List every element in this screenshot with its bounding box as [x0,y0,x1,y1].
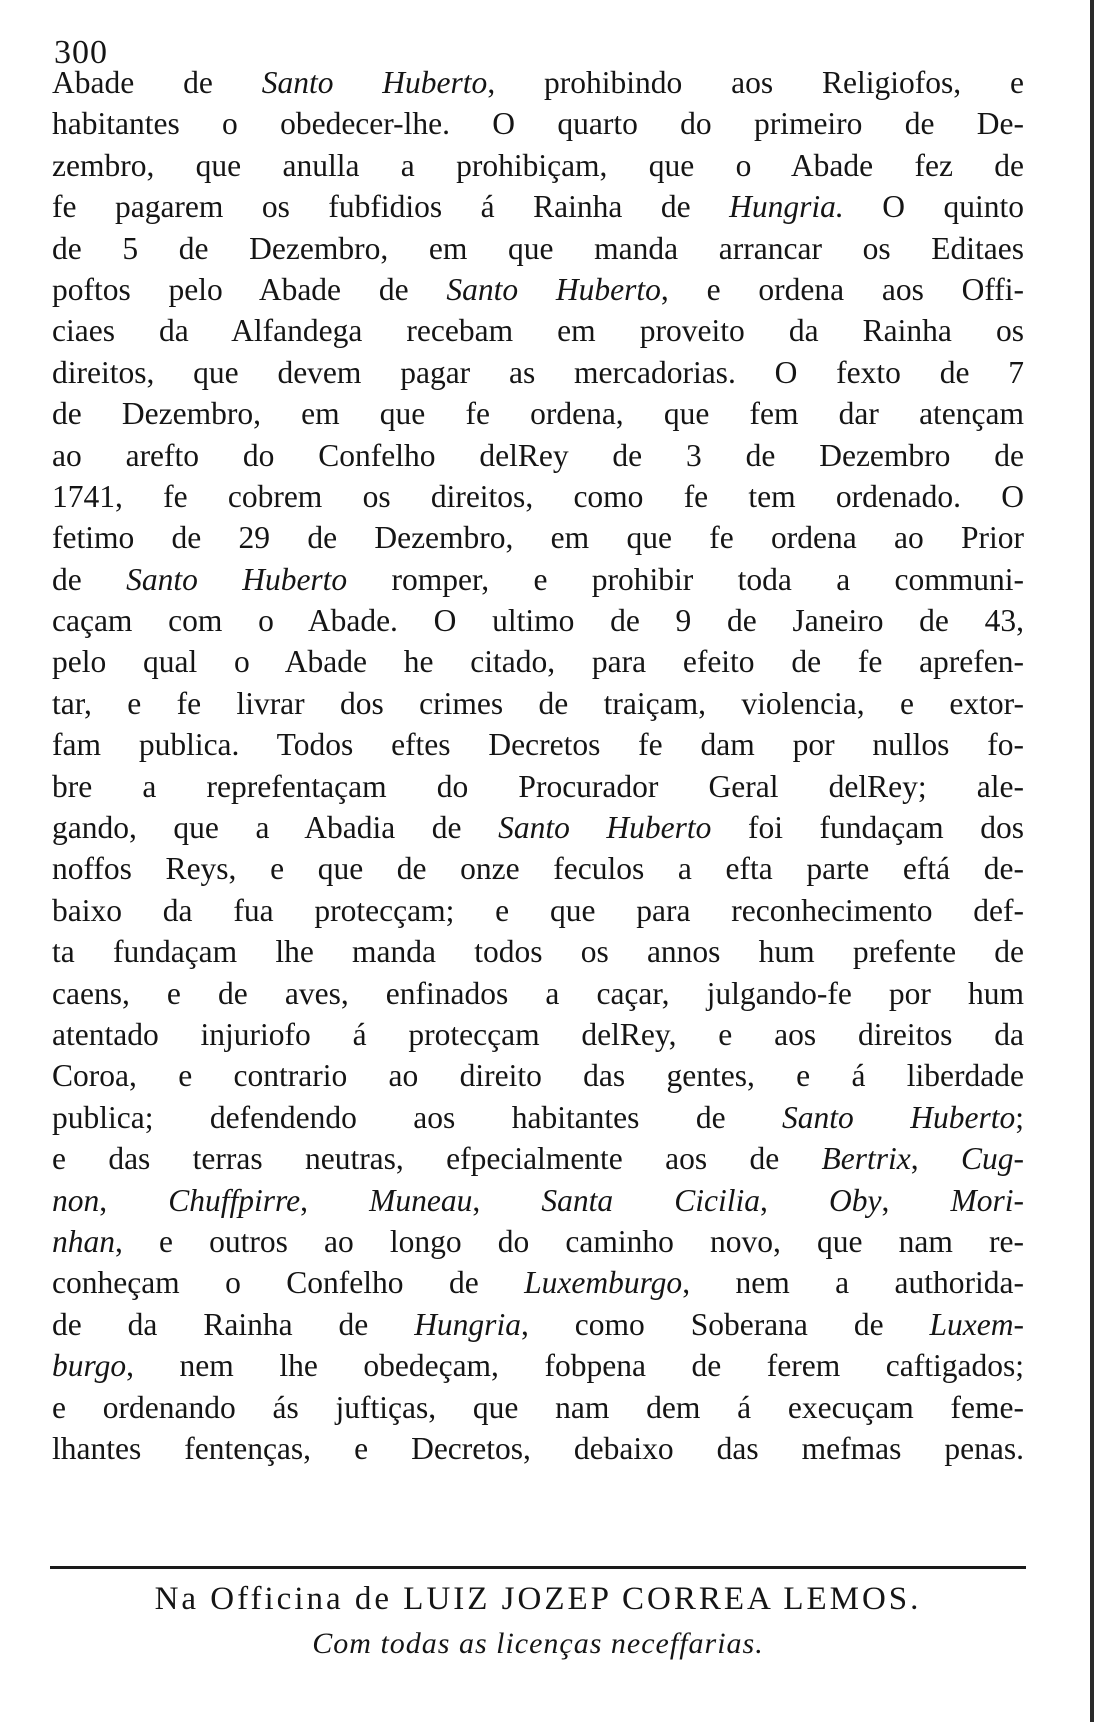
text-span: e das terras neutras, efpecialmente aos de [52,1141,822,1177]
italic-name: nhan [52,1223,115,1259]
body-text [52,62,1024,1469]
separator-rule [50,1566,1026,1569]
text-span: caçam com o Abade. O ultimo de 9 de Janeiro de 43, [52,603,1024,639]
text-span: atentado injuriofo á protecçam delRey, e aos direitos da [52,1016,1024,1052]
page-edge-rule [1090,0,1094,1722]
text-line [52,973,1024,1014]
text-span: habitantes o obedecer-lhe. O quarto do primeiro de De- [52,106,1024,142]
text-span: tar, e fe livrar dos crimes de traiçam, violencia, e extor- [52,685,1024,721]
text-span: de Dezembro, em que fe ordena, que fem dar atençam [52,396,1024,432]
text-span: de 5 de Dezembro, em que manda arrancar os Editaes [52,230,1024,266]
text-span: de da Rainha de [52,1306,415,1342]
text-span: Abade de [52,65,262,100]
text-span: foi fundaçam dos [711,810,1025,846]
italic-name: Luxemburgo [524,1265,683,1301]
text-line [52,848,1024,889]
text-span: conheçam o Confelho de [52,1265,525,1301]
italic-name: Chuffpirre [168,1182,301,1218]
text-line [52,228,1024,269]
text-span: pelo qual o Abade he citado, para efeito de fe aprefen- [52,644,1024,680]
license-line: Com todas as licenças neceffarias. [312,1627,764,1660]
text-span: , nem a authorida- [682,1265,1025,1301]
text-span: ta fundaçam lhe manda todos os annos hum prefente de [52,934,1024,970]
text-line [52,435,1024,476]
text-line [52,890,1024,931]
text-line [52,1262,1024,1303]
page-number: 300 [54,34,108,71]
text-line [52,931,1024,972]
text-line [52,145,1024,186]
italic-name: Hungria. [729,189,844,225]
text-span: fam publica. Todos eftes Decretos fe dam por nullos fo- [52,727,1024,763]
text-span: , e outros ao longo do caminho novo, que nam re- [115,1223,1024,1259]
text-line [52,393,1024,434]
italic-name: Santa Cicilia [541,1182,761,1218]
text-span: , [472,1182,542,1218]
italic-name: Santo Huberto [446,271,661,307]
text-span: gando, que a Abadia de [52,810,499,846]
text-line [52,600,1024,641]
italic-name: Muneau [369,1182,473,1218]
text-span: , e ordena aos Offi- [660,271,1025,307]
text-span: e ordenando ás juftiças, que nam dem á execuçam feme- [52,1389,1024,1425]
text-line [52,269,1024,310]
italic-name: Mori- [950,1182,1025,1218]
text-span: zembro, que anulla a prohibiçam, que o Abade fez de [52,147,1024,183]
text-span: Coroa, e contrario ao direito das gentes, e á liberdade [52,1058,1024,1094]
text-span: fe pagarem os fubfidios á Rainha de [52,189,730,225]
text-span: ao arefto do Confelho delRey de 3 de Dezembro de [52,437,1024,473]
text-span: , [910,1141,962,1177]
text-span: poftos pelo Abade de [52,271,447,307]
italic-name: Santo Huberto [261,65,488,100]
text-line [52,1345,1024,1386]
italic-name: Cug- [961,1141,1025,1177]
text-line [52,1387,1024,1428]
text-line [52,683,1024,724]
text-span: fetimo de 29 de Dezembro, em que fe ordena ao Prior [52,520,1024,556]
text-span: lhantes fentenças, e Decretos, debaixo das mefmas penas. [52,1430,1024,1466]
text-line [52,310,1024,351]
text-line [52,352,1024,393]
text-span: baixo da fua protecçam; e que para reconhecimento def- [52,892,1024,928]
text-line [52,641,1024,682]
text-span: direitos, que devem pagar as mercadorias. O fexto de 7 [52,354,1024,390]
italic-name: Luxem- [929,1306,1024,1342]
text-line [52,62,1024,103]
italic-name: Hungria [414,1306,521,1342]
italic-name: Bertrix [821,1141,911,1177]
text-line [52,476,1024,517]
text-line [52,724,1024,765]
text-line [52,807,1024,848]
text-line [52,186,1024,227]
text-span: O quinto [843,189,1024,225]
text-line [52,766,1024,807]
text-span: publica; defendendo aos habitantes de [52,1099,783,1135]
text-line [52,1097,1024,1138]
text-span: , [300,1182,370,1218]
italic-name: Santo Huberto [782,1099,1016,1135]
text-span: de [52,561,127,597]
text-span: ; [1015,1099,1024,1135]
text-span: , como Soberana de [520,1306,930,1342]
text-span: ciaes da Alfandega recebam em proveito da Rainha os [52,313,1024,349]
text-line [52,1014,1024,1055]
text-span: , [99,1182,169,1218]
imprint [50,1574,1026,1664]
italic-name: non [52,1182,100,1218]
italic-name: Santo Huberto [126,561,348,597]
italic-name: burgo [52,1348,127,1384]
text-span: , nem lhe obedeçam, fobpena de ferem caftigados; [126,1348,1024,1384]
text-line [52,517,1024,558]
italic-name: Santo Huberto [498,810,712,846]
text-span: 1741, fe cobrem os direitos, como fe tem ordenado. O [52,478,1024,514]
text-span: caens, e de aves, enfinados a caçar, julgando-fe por hum [52,975,1024,1011]
text-line [52,1221,1024,1262]
italic-name: Oby [829,1182,882,1218]
text-line [52,1138,1024,1179]
text-line [52,559,1024,600]
text-line [52,1180,1024,1221]
text-span: romper, e prohibir toda a communi- [347,561,1025,597]
text-span: , [881,1182,951,1218]
text-span: bre a reprefentaçam do Procurador Geral delRey; ale- [52,768,1024,804]
text-line [52,1055,1024,1096]
text-span: , prohibindo aos Religiofos, e [487,65,1024,100]
text-span: , [760,1182,830,1218]
text-span: noffos Reys, e que de onze feculos a efta parte eftá de- [52,851,1024,887]
text-line [52,1304,1024,1345]
text-line [52,1428,1024,1469]
printer-line: Na Officina de LUIZ JOZEP CORREA LEMOS. [154,1581,922,1617]
text-line [52,103,1024,144]
